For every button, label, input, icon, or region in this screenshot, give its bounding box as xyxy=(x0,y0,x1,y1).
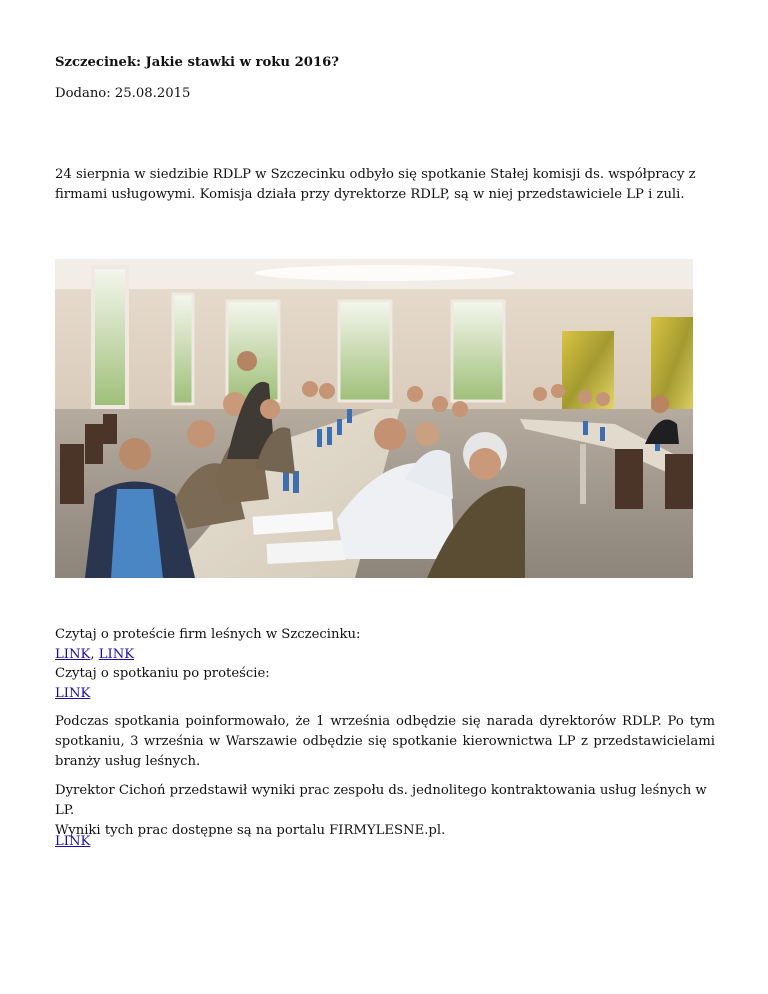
para2-line-2: Wyniki tych prac dostępne są na portalu FIRMYLESNE.pl. xyxy=(55,823,446,838)
intro-paragraph xyxy=(55,165,705,205)
intro-line-2: firmami usługowymi. Komisja działa przy dyrektorze RDLP, są w niej przedstawiciele LP i zuli. xyxy=(55,187,685,202)
related-links xyxy=(55,625,360,703)
link-separator: , xyxy=(90,646,99,662)
read-meeting-text: Czytaj o spotkaniu po proteście: xyxy=(55,666,270,681)
meeting-link[interactable]: LINK xyxy=(55,685,91,701)
para2-line-1: Dyrektor Cichoń przedstawił wyniki prac zespołu ds. jednolitego kontraktowania usług leśnych w LP. xyxy=(55,783,707,818)
body-paragraph-1: Podczas spotkania poinformowało, że 1 września odbędzie się narada dyrektorów RDLP. Po tym spotkaniu, 3 września w Warszawie odbędzie się spotkanie kierownictwa LP z przedstawicielami branży usług leśnych. xyxy=(55,714,715,769)
body-paragraph-2 xyxy=(55,781,715,841)
meeting-photo xyxy=(55,259,693,578)
read-protest-text: Czytaj o proteście firm leśnych w Szczecinku: xyxy=(55,627,361,642)
protest-link-2[interactable]: LINK xyxy=(98,646,135,662)
portal-link[interactable]: LINK xyxy=(55,834,91,849)
intro-line-1: 24 sierpnia w siedzibie RDLP w Szczecinku odbyło się spotkanie Stałej komisji ds. współpracy z xyxy=(55,167,696,182)
protest-link-1[interactable]: LINK xyxy=(55,646,91,662)
publish-date: Dodano: 25.08.2015 xyxy=(55,86,191,101)
article-title: Szczecinek: Jakie stawki w roku 2016? xyxy=(55,55,340,70)
